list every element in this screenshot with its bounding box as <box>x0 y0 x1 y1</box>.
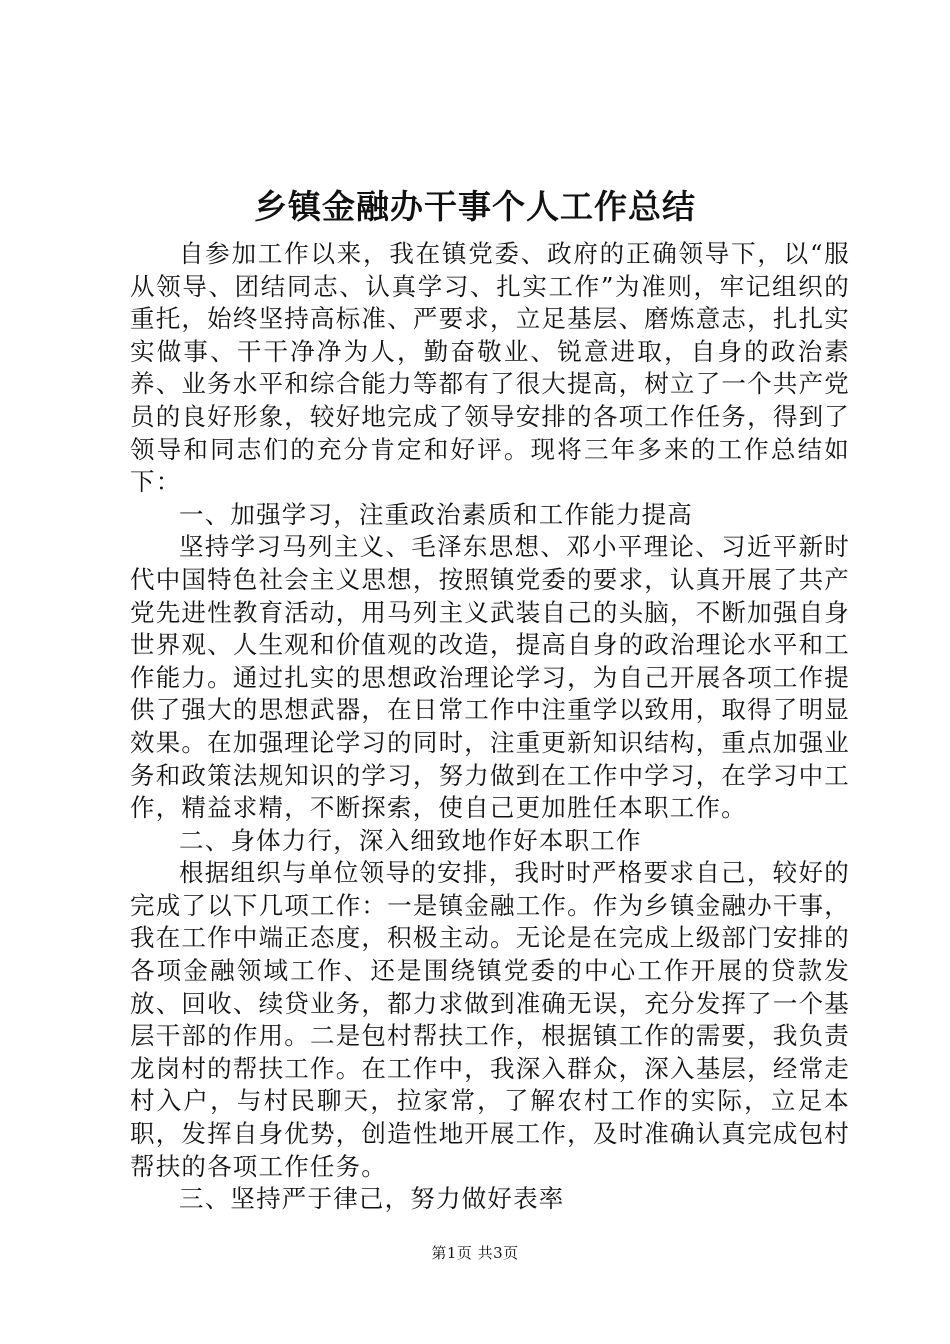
document-body <box>130 238 850 1216</box>
intro-paragraph: 自参加工作以来，我在镇党委、政府的正确领导下，以“服从领导、团结同志、认真学习、扎实工作”为准则，牢记组织的重托，始终坚持高标准、严要求，立足基层、磨炼意志，扎扎实实做事、干干净净为人，勤奋敬业、锐意进取，自身的政治素养、业务水平和综合能力等都有了很大提高，树立了一个共产党员的良好形象，较好地完成了领导安排的各项工作任务，得到了领导和同志们的充分肯定和好评。现将三年多来的工作总结如下： <box>130 239 850 497</box>
document-title: 乡镇金融办干事个人工作总结 <box>254 187 696 226</box>
section-heading-3: 三、坚持严于律己，努力做好表率 <box>179 1184 565 1214</box>
section-heading-2: 二、身体力行，深入细致地作好本职工作 <box>179 825 642 855</box>
section-heading-1: 一、加强学习，注重政治素质和工作能力提高 <box>179 499 693 529</box>
section-2-paragraph: 根据组织与单位领导的安排，我时时严格要求自己，较好的完成了以下几项工作：一是镇金融工作。作为乡镇金融办干事，我在工作中端正态度，积极主动。无论是在完成上级部门安排的各项金融领域工作、还是围绕镇党委的中心工作开展的贷款发放、回收、续贷业务，都力求做到准确无误，充分发挥了一个基层干部的作用。二是包村帮扶工作，根据镇工作的需要，我负责龙岗村的帮扶工作。在工作中，我深入群众，深入基层，经常走村入户，与村民聊天，拉家常，了解农村工作的实际，立足本职，发挥自身优势，创造性地开展工作，及时准确认真完成包村帮扶的各项工作任务。 <box>130 858 850 1181</box>
page-footer: 第1页 共3页 <box>431 1244 519 1262</box>
section-1-paragraph: 坚持学习马列主义、毛泽东思想、邓小平理论、习近平新时代中国特色社会主义思想，按照镇党委的要求，认真开展了共产党先进性教育活动，用马列主义武装自己的头脑，不断加强自身世界观、人生观和价值观的改造，提高自身的政治理论水平和工作能力。通过扎实的思想政治理论学习，为自己开展各项工作提供了强大的思想武器，在日常工作中注重学以致用，取得了明显效果。在加强理论学习的同时，注重更新知识结构，重点加强业务和政策法规知识的学习，努力做到在工作中学习，在学习中工作，精益求精，不断探索，使自己更加胜任本职工作。 <box>130 532 850 823</box>
